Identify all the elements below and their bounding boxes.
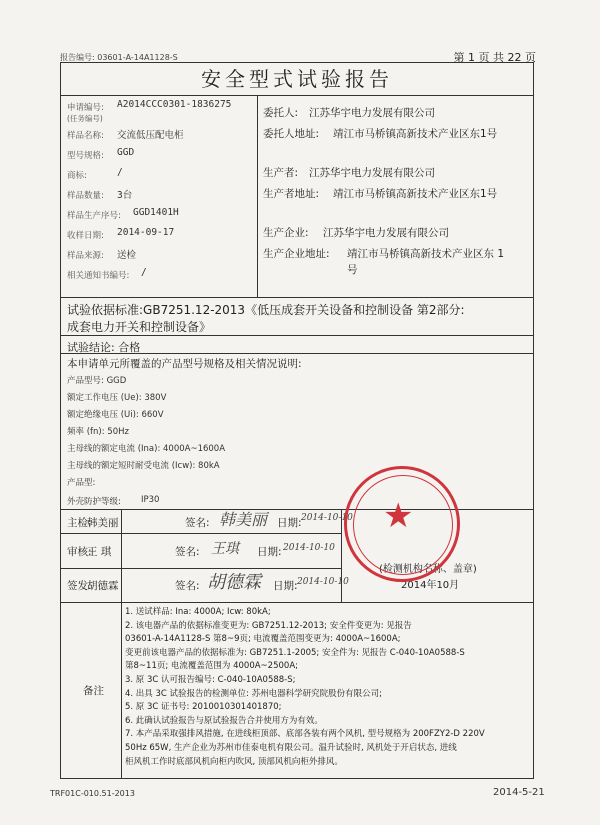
divider bbox=[61, 297, 533, 298]
model: GGD bbox=[117, 147, 135, 158]
chief-date-label: 日期: bbox=[277, 517, 302, 529]
approver-signature: 胡德霖 bbox=[207, 572, 261, 593]
test-conclusion: 试验结论: 合格 bbox=[67, 341, 141, 354]
remark-line: 3. 原 3C 认可报告编号: C-040-10A0588-S; bbox=[125, 674, 296, 685]
source-label: 样品来源: bbox=[67, 251, 104, 261]
stamp-date: 2014年10月 bbox=[401, 580, 460, 591]
report-title: 安全型式试验报告 bbox=[61, 63, 533, 96]
remark-line: 5. 原 3C 证书号: 2010010301401870; bbox=[125, 702, 282, 713]
remark-line: 变更前该电器产品的依据标准为: GB7251.1-2005; 安全件为: 见报告 C-040-10A0588-S bbox=[125, 647, 465, 658]
remark-line: 2. 该电器产品的依据标准变更为: GB7251.12-2013; 安全件变更为: 见报告 bbox=[125, 620, 412, 631]
divider bbox=[61, 353, 533, 354]
approver-date: 2014-10-10 bbox=[297, 577, 349, 587]
divider bbox=[61, 335, 533, 336]
stamp-caption: (检测机构名称、盖章) bbox=[379, 564, 477, 575]
standard-basis-line2: 成套电力开关和控制设备》 bbox=[67, 320, 212, 334]
page-info: 第 1 页 共 22 页 bbox=[453, 51, 536, 64]
divider bbox=[61, 602, 533, 603]
sample-name-label: 样品名称: bbox=[67, 131, 104, 141]
remark-line: 1. 送试样品: Ina: 4000A; Icw: 80kA; bbox=[125, 607, 271, 617]
maker: 江苏华宇电力发展有限公司 bbox=[309, 167, 435, 179]
remark-line: 7. 本产品采取强排风措施, 在进线柜顶部、底部各装有两个风机, 型号规格为 200FZY2-D 220V bbox=[125, 729, 485, 740]
rated-voltage: 额定工作电压 (Ue): 380V bbox=[67, 393, 167, 403]
sig-divider bbox=[121, 509, 122, 602]
insulation-voltage: 额定绝缘电压 (Ui): 660V bbox=[67, 410, 164, 420]
task-no-label: (任务编号) bbox=[67, 114, 103, 123]
info-divider bbox=[257, 95, 258, 297]
form-number: TRF01C-010.51-2013 bbox=[50, 789, 135, 798]
construction: 产品型: bbox=[67, 478, 96, 488]
quantity-label: 样品数量: bbox=[67, 191, 104, 201]
maker-address-label: 生产者地址: bbox=[263, 188, 320, 200]
ip-label: 外壳防护等级: bbox=[67, 497, 121, 507]
footer-date: 2014-5-21 bbox=[493, 787, 545, 798]
change-no-label: 相关通知书编号: bbox=[67, 271, 130, 281]
source: 送检 bbox=[117, 250, 137, 261]
chief-sign-label: 签名: bbox=[185, 517, 210, 529]
coverage-intro: 本申请单元所覆盖的产品型号规格及相关情况说明: bbox=[67, 358, 302, 370]
ip-rating: IP30 bbox=[141, 495, 160, 505]
client-label: 委托人: bbox=[263, 107, 299, 119]
chief-label: 主检: bbox=[67, 517, 92, 529]
client-address-label: 委托人地址: bbox=[263, 128, 320, 140]
chief-signature: 韩美丽 bbox=[219, 510, 268, 529]
remark-line: 4. 出具 3C 试验报告的检测单位: 苏州电器科学研究院股份有限公司; bbox=[125, 688, 382, 699]
client-address: 靖江市马桥镇高新技术产业区东1号 bbox=[333, 128, 498, 140]
change-no: / bbox=[141, 267, 147, 278]
receive-date-label: 收样日期: bbox=[67, 231, 104, 241]
serial-label: 样品生产序号: bbox=[67, 211, 121, 221]
rated-current: 主母线的额定电流 (Ina): 4000A~1600A bbox=[67, 444, 226, 454]
model-label: 型号规格: bbox=[67, 151, 104, 161]
reviewer-name: 王 琪 bbox=[87, 546, 112, 558]
remark-line: 第8~11页; 电流覆盖范围为 4000A~2500A; bbox=[125, 661, 298, 672]
remark-line: 6. 此确认试验报告与原试验报告合并使用方为有效。 bbox=[125, 715, 323, 726]
remark-line: 柜风机工作时底部风机向柜内吹风, 顶部风机向柜外排风。 bbox=[125, 756, 343, 767]
remarks-list bbox=[125, 606, 531, 769]
remark-line: 50Hz 65W, 生产企业为苏州市佳泰电机有限公司。温升试验时, 风机处于开启状态, 进线 bbox=[125, 742, 457, 753]
remark-line: 03601-A-14A1128-S 第8~9页; 电流覆盖范围变更为: 4000A~1600A; bbox=[125, 634, 401, 645]
divider bbox=[61, 533, 341, 534]
maker-address: 靖江市马桥镇高新技术产业区东1号 bbox=[333, 188, 498, 200]
star-icon: ★ bbox=[383, 496, 414, 536]
client: 江苏华宇电力发展有限公司 bbox=[309, 107, 435, 119]
chief-date: 2014-10-10 bbox=[301, 513, 353, 523]
approver-name: 胡德霖 bbox=[87, 580, 119, 592]
factory-address-label: 生产企业地址: bbox=[263, 248, 330, 260]
standard-basis-line1: 试验依据标准:GB7251.12-2013《低压成套开关设备和控制设备 第2部分: bbox=[67, 303, 465, 317]
factory-label: 生产企业: bbox=[263, 227, 309, 239]
sample-name: 交流低压配电柜 bbox=[117, 130, 184, 141]
approver-label: 签发: bbox=[67, 580, 92, 592]
report-frame bbox=[60, 62, 534, 779]
short-time-current: 主母线的额定短时耐受电流 (Icw): 80kA bbox=[67, 461, 220, 471]
brand: / bbox=[117, 167, 123, 178]
factory: 江苏华宇电力发展有限公司 bbox=[323, 227, 449, 239]
remarks-label: 备注 bbox=[83, 685, 104, 697]
reviewer-sign-label: 签名: bbox=[175, 546, 200, 558]
reviewer-label: 审核: bbox=[67, 546, 92, 558]
approver-sign-label: 签名: bbox=[175, 580, 200, 592]
reviewer-signature: 王琪 bbox=[211, 541, 239, 557]
reviewer-date-label: 日期: bbox=[257, 546, 282, 558]
frequency: 频率 (fn): 50Hz bbox=[67, 427, 129, 437]
coverage-model: 产品型号: GGD bbox=[67, 376, 127, 386]
receive-date: 2014-09-17 bbox=[117, 227, 175, 238]
remarks-divider bbox=[121, 602, 122, 778]
apply-no-label: 申请编号: bbox=[67, 103, 104, 113]
factory-address-line2: 号 bbox=[347, 264, 358, 276]
factory-address-line1: 靖江市马桥镇高新技术产业区东 1 bbox=[347, 248, 505, 260]
divider bbox=[61, 568, 341, 569]
chief-name: 韩美丽 bbox=[87, 517, 119, 529]
brand-label: 商标: bbox=[67, 171, 87, 181]
approver-date-label: 日期: bbox=[273, 580, 298, 592]
institution-seal bbox=[344, 466, 460, 582]
reviewer-date: 2014-10-10 bbox=[283, 543, 335, 553]
maker-label: 生产者: bbox=[263, 167, 299, 179]
report-number-label: 报告编号: bbox=[60, 53, 95, 62]
divider bbox=[61, 509, 533, 510]
quantity: 3台 bbox=[117, 190, 133, 201]
report-number: 03601-A-14A1128-S bbox=[97, 53, 178, 62]
serial: GGD1401H bbox=[133, 207, 179, 218]
apply-no: A2014CCC0301-1836275 bbox=[117, 99, 232, 110]
